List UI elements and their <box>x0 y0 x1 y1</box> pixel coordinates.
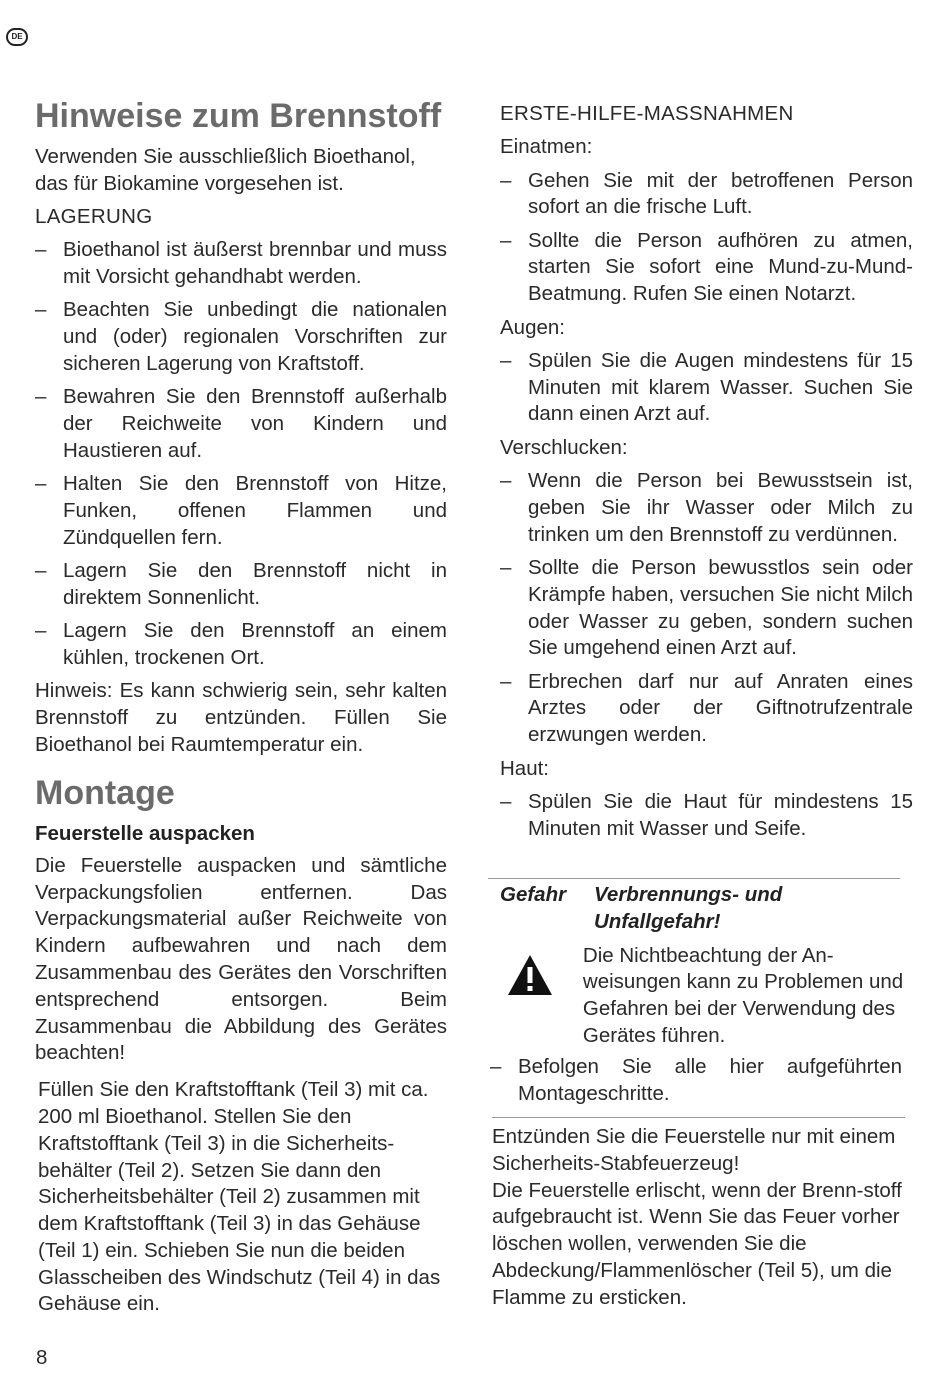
list-item: – Lagern Sie den Brennstoff an einem kühlen, trockenen Ort. <box>35 619 447 670</box>
inhale-label: Einatmen: <box>500 135 593 159</box>
list-item: – Sollte die Person bewusstlos sein oder Krämpfe haben, versuchen Sie nicht Milch oder Wasser zu geben, sondern suchen Sie umgehend einen Arzt auf. <box>500 555 913 660</box>
unpack-heading: Feuerstelle auspacken <box>35 821 255 845</box>
list-item: – Befolgen Sie alle hier aufgeführten Montageschritte. <box>490 1055 902 1105</box>
skin-label: Haut: <box>500 756 549 780</box>
list-item: – Erbrechen darf nur auf Anraten eines Arztes oder der Giftnotrufzentrale erzwungen werden. <box>500 669 913 747</box>
list-item: – Halten Sie den Brennstoff von Hitze, Funken, offenen Flammen und Zündquellen fern. <box>35 472 447 549</box>
skin-list <box>500 789 913 843</box>
list-item: – Spülen Sie die Haut für mindestens 15 Minuten mit Wasser und Seife. <box>500 789 913 840</box>
left-column <box>35 96 447 1318</box>
storage-heading: LAGERUNG <box>35 205 153 229</box>
ignite-block <box>492 1124 912 1312</box>
page-number: 8 <box>36 1346 48 1369</box>
assembly-section-title: Montage <box>35 773 175 812</box>
first-aid-heading: ERSTE-HILFE-MASSNAHMEN <box>500 102 794 125</box>
right-column <box>500 101 913 842</box>
list-item: – Bioethanol ist äußerst brennbar und muss mit Vorsicht gehandhabt werden. <box>35 238 447 289</box>
divider <box>488 878 900 879</box>
cold-fuel-note: Hinweis: Es kann schwierig sein, sehr kalten Brennstoff zu entzünden. Füllen Sie Bioethanol bei Raumtemperatur ein. <box>35 679 447 756</box>
list-item: – Beachten Sie unbedingt die nationalen und (oder) regionalen Vorschriften zur sicheren Lagerung von Kraftstoff. <box>35 298 447 376</box>
ignite-text-2: Die Feuerstelle erlischt, wenn der Brenn-stoff aufgebraucht ist. Wenn Sie das Feuer vorher löschen wollen, verwenden Sie die Abdeckung/Flammenlöscher (Teil 5), um die Flamme zu ersticken. <box>492 1178 902 1309</box>
danger-list <box>490 1054 902 1108</box>
list-item: – Spülen Sie die Augen mindestens für 15 Minuten mit klarem Wasser. Suchen Sie dann einen Arzt auf. <box>500 348 913 426</box>
swallow-list <box>500 468 913 749</box>
swallow-label: Verschlucken: <box>500 435 628 459</box>
eyes-list <box>500 348 913 428</box>
storage-list <box>35 237 447 671</box>
fuel-intro: Verwenden Sie ausschließlich Bioethanol, das für Biokamine vorgesehen ist. <box>35 145 416 195</box>
eyes-label: Augen: <box>500 315 565 339</box>
inhale-list <box>500 168 913 308</box>
list-item: – Sollte die Person aufhören zu atmen, starten Sie sofort eine Mund-zu-Mund-Beatmung. Rufen Sie einen Notarzt. <box>500 228 913 306</box>
fill-instructions: Füllen Sie den Kraftstofftank (Teil 3) mit ca. 200 ml Bioethanol. Stellen Sie den Kraftstofftank (Teil 3) in die Sicherheits-behälter (Teil 2). Setzen Sie dann den Sicherheitsbehälter (Teil 2) zusammen mit dem Kraftstofftank (Teil 3) in das Gehäuse (Teil 1) ein. Schieben Sie nun die beiden Glasscheiben des Windschutz (Teil 4) in das Gehäuse ein. <box>38 1078 441 1316</box>
fuel-section-title: Hinweise zum Brennstoff <box>35 97 442 135</box>
danger-box <box>500 882 925 1050</box>
list-item: – Wenn die Person bei Bewusstsein ist, geben Sie ihr Wasser oder Milch zu trinken um den Brennstoff zu verdünnen. <box>500 469 913 546</box>
language-badge: DE <box>6 28 28 46</box>
list-item: – Gehen Sie mit der betroffenen Person sofort an die frische Luft. <box>500 168 913 219</box>
list-item: – Lagern Sie den Brennstoff nicht in direktem Sonnenlicht. <box>35 559 447 609</box>
warning-triangle-icon <box>500 943 583 1050</box>
danger-text: Die Nichtbeachtung der An-weisungen kann zu Problemen und Gefahren bei der Verwendung des Gerätes führen. <box>582 943 904 1047</box>
danger-label: Gefahr <box>500 883 567 906</box>
list-item: – Bewahren Sie den Brennstoff außerhalb der Reichweite von Kindern und Haustieren auf. <box>35 385 447 462</box>
ignite-text-1: Entzünden Sie die Feuerstelle nur mit einem Sicherheits-Stabfeuerzeug! <box>492 1125 896 1175</box>
unpack-text: Die Feuerstelle auspacken und sämtliche Verpackungsfolien entfernen. Das Verpackungsmaterial außer Reichweite von Kindern aufbewahren und nach dem Zusammenbau des Gerätes den Vorschriften entsprechend entsorgen. Beim Zusammenbau die Abbildung des Gerätes beachten! <box>35 853 447 1065</box>
danger-title: Verbrennungs- und Unfallgefahr! <box>594 883 783 933</box>
divider <box>492 1117 905 1118</box>
